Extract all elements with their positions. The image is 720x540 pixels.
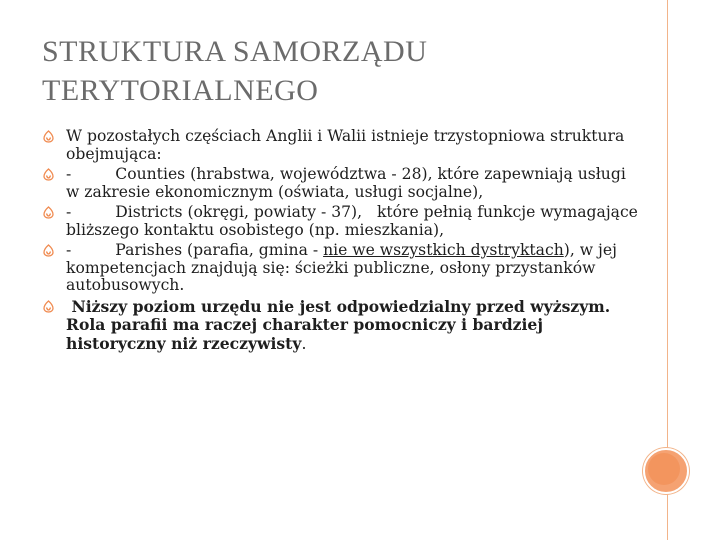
title-line-2: TERYTORIALNEGO xyxy=(42,74,319,107)
fleuron-icon xyxy=(42,206,55,219)
fleuron-icon xyxy=(42,300,55,313)
bullet-dash: - xyxy=(66,203,72,221)
bullet-text-before: Parishes (parafia, gmina - xyxy=(115,241,324,259)
bullet-item-3 xyxy=(42,204,642,239)
decorative-circle-inner-icon xyxy=(648,453,680,485)
bullet-tail: . xyxy=(301,334,307,353)
title-line-1: STRUKTURA SAMORZĄDU xyxy=(42,35,428,68)
bullet-text: Counties (hrabstwa, województwa - 28), które zapewniają usługi w zakresie ekonomicznym (oświata, usługi socjalne), xyxy=(66,165,626,201)
fleuron-icon xyxy=(42,244,55,257)
bullet-text: Districts (okręgi, powiaty - 37), które pełnią funkcje wymagające bliższego kontaktu osobistego (np. mieszkania), xyxy=(66,203,643,239)
bullet-text: W pozostałych częściach Anglii i Walii istnieje trzystopniowa struktura obejmująca: xyxy=(66,127,625,163)
bullet-item-5 xyxy=(42,298,642,354)
fleuron-icon xyxy=(42,130,55,143)
bullet-dash: - xyxy=(66,241,72,259)
bullet-item-1 xyxy=(42,128,642,163)
bullet-text-after: ), w jej kompetencjach znajdują się: ścieżki publiczne, osłony przystanków autobusowych. xyxy=(66,241,617,294)
bullet-item-2 xyxy=(42,166,642,201)
underlined-text: nie we wszystkich dystryktach xyxy=(323,241,564,259)
bullet-bold-text: Niższy poziom urzędu nie jest odpowiedzialny przed wyższym. Rola parafii ma raczej charakter pomocniczy i bardziej historyczny niż rzeczywisty xyxy=(66,296,616,353)
fleuron-icon xyxy=(42,168,55,181)
bullet-dash: - xyxy=(66,165,72,183)
bullet-item-4 xyxy=(42,242,642,295)
slide-title xyxy=(42,32,562,110)
bullet-list xyxy=(42,128,642,356)
